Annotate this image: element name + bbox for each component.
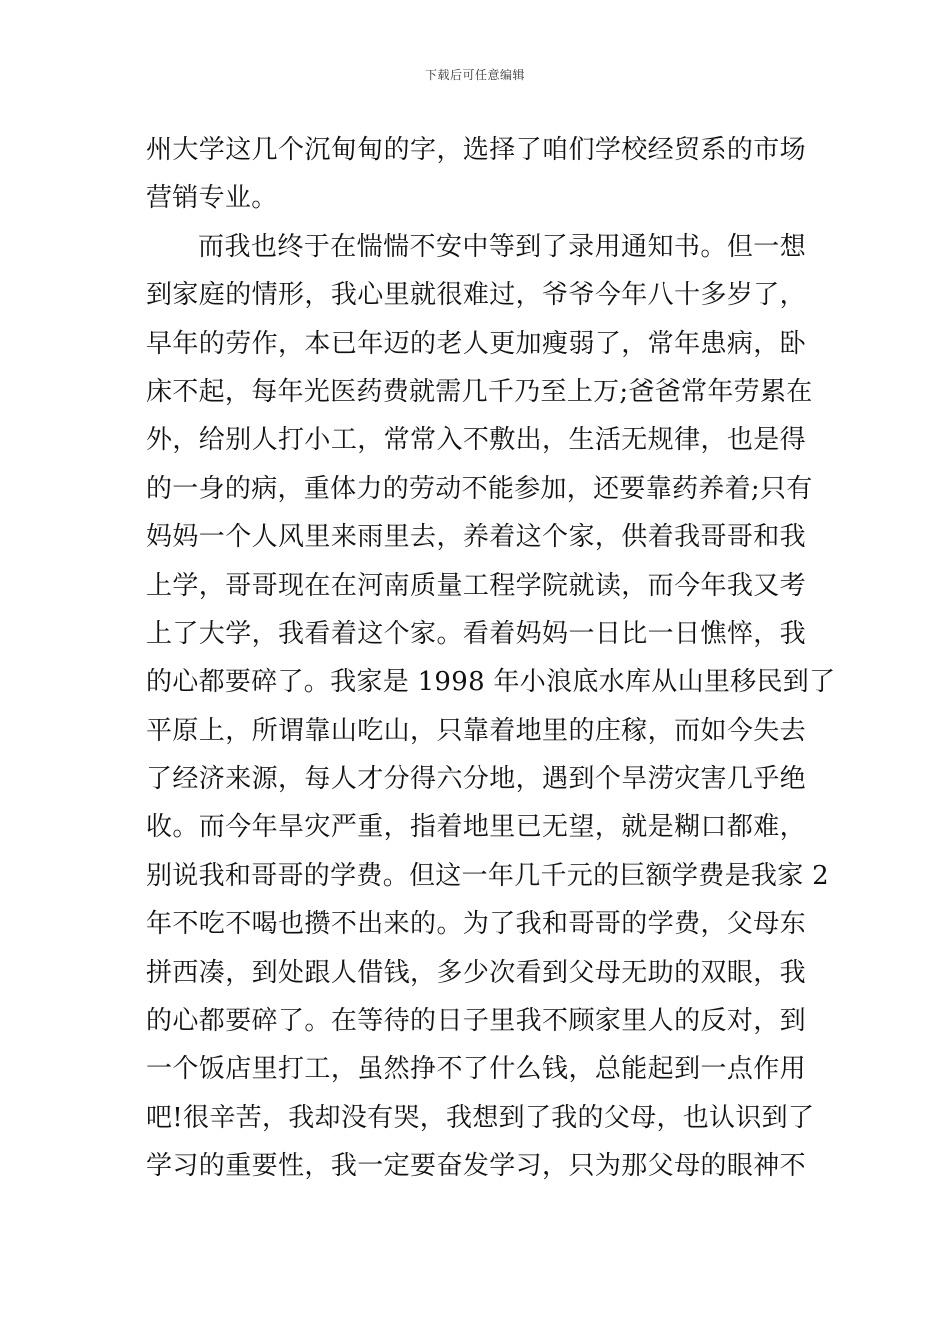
- text-line: 的心都要碎了。我家是 1998 年小浪底水库从山里移民到了: [146, 667, 836, 698]
- text-line: 了经济来源，每人才分得六分地，遇到个旱涝灾害几乎绝: [146, 764, 806, 795]
- text-line: 上学，哥哥现在在河南质量工程学院就读，而今年我又考: [146, 570, 806, 601]
- text-line: 收。而今年旱灾严重，指着地里已无望，就是糊口都难，: [146, 812, 806, 843]
- text-line: 平原上，所谓靠山吃山，只靠着地里的庄稼，而如今失去: [146, 715, 806, 746]
- text-line: 早年的劳作，本已年迈的老人更加瘦弱了，常年患病，卧: [146, 328, 806, 359]
- text-line: 营销专业。: [146, 183, 278, 214]
- text-line: 而我也终于在惴惴不安中等到了录用通知书。但一想: [198, 231, 806, 262]
- text-line: 的一身的病，重体力的劳动不能参加，还要靠药养着;只有: [146, 473, 813, 504]
- text-line: 外，给别人打小工，常常入不敷出，生活无规律，也是得: [146, 425, 806, 456]
- body-text: [146, 126, 836, 1191]
- text-line: 年不吃不喝也攒不出来的。为了我和哥哥的学费，父母东: [146, 909, 806, 940]
- text-line: 的心都要碎了。在等待的日子里我不顾家里人的反对，到: [146, 1006, 806, 1037]
- text-line: 上了大学，我看着这个家。看着妈妈一日比一日憔悴，我: [146, 618, 806, 649]
- text-line: 州大学这几个沉甸甸的字，选择了咱们学校经贸系的市场: [146, 135, 806, 165]
- text-line: 别说我和哥哥的学费。但这一年几千元的巨额学费是我家 2: [146, 860, 829, 891]
- page-header: 下载后可任意编辑: [424, 68, 525, 82]
- text-line: 拼西凑，到处跟人借钱，多少次看到父母无助的双眼，我: [146, 957, 806, 988]
- text-line: 到家庭的情形，我心里就很难过，爷爷今年八十多岁了，: [146, 280, 806, 311]
- text-line: 吧!很辛苦，我却没有哭，我想到了我的父母，也认识到了: [146, 1102, 815, 1133]
- text-line: 床不起，每年光医药费就需几千乃至上万;爸爸常年劳累在: [146, 376, 813, 407]
- text-line: 一个饭店里打工，虽然挣不了什么钱，总能起到一点作用: [146, 1054, 806, 1085]
- text-line: 妈妈一个人风里来雨里去，养着这个家，供着我哥哥和我: [146, 522, 806, 553]
- text-line: 学习的重要性，我一定要奋发学习，只为那父母的眼神不: [146, 1151, 806, 1182]
